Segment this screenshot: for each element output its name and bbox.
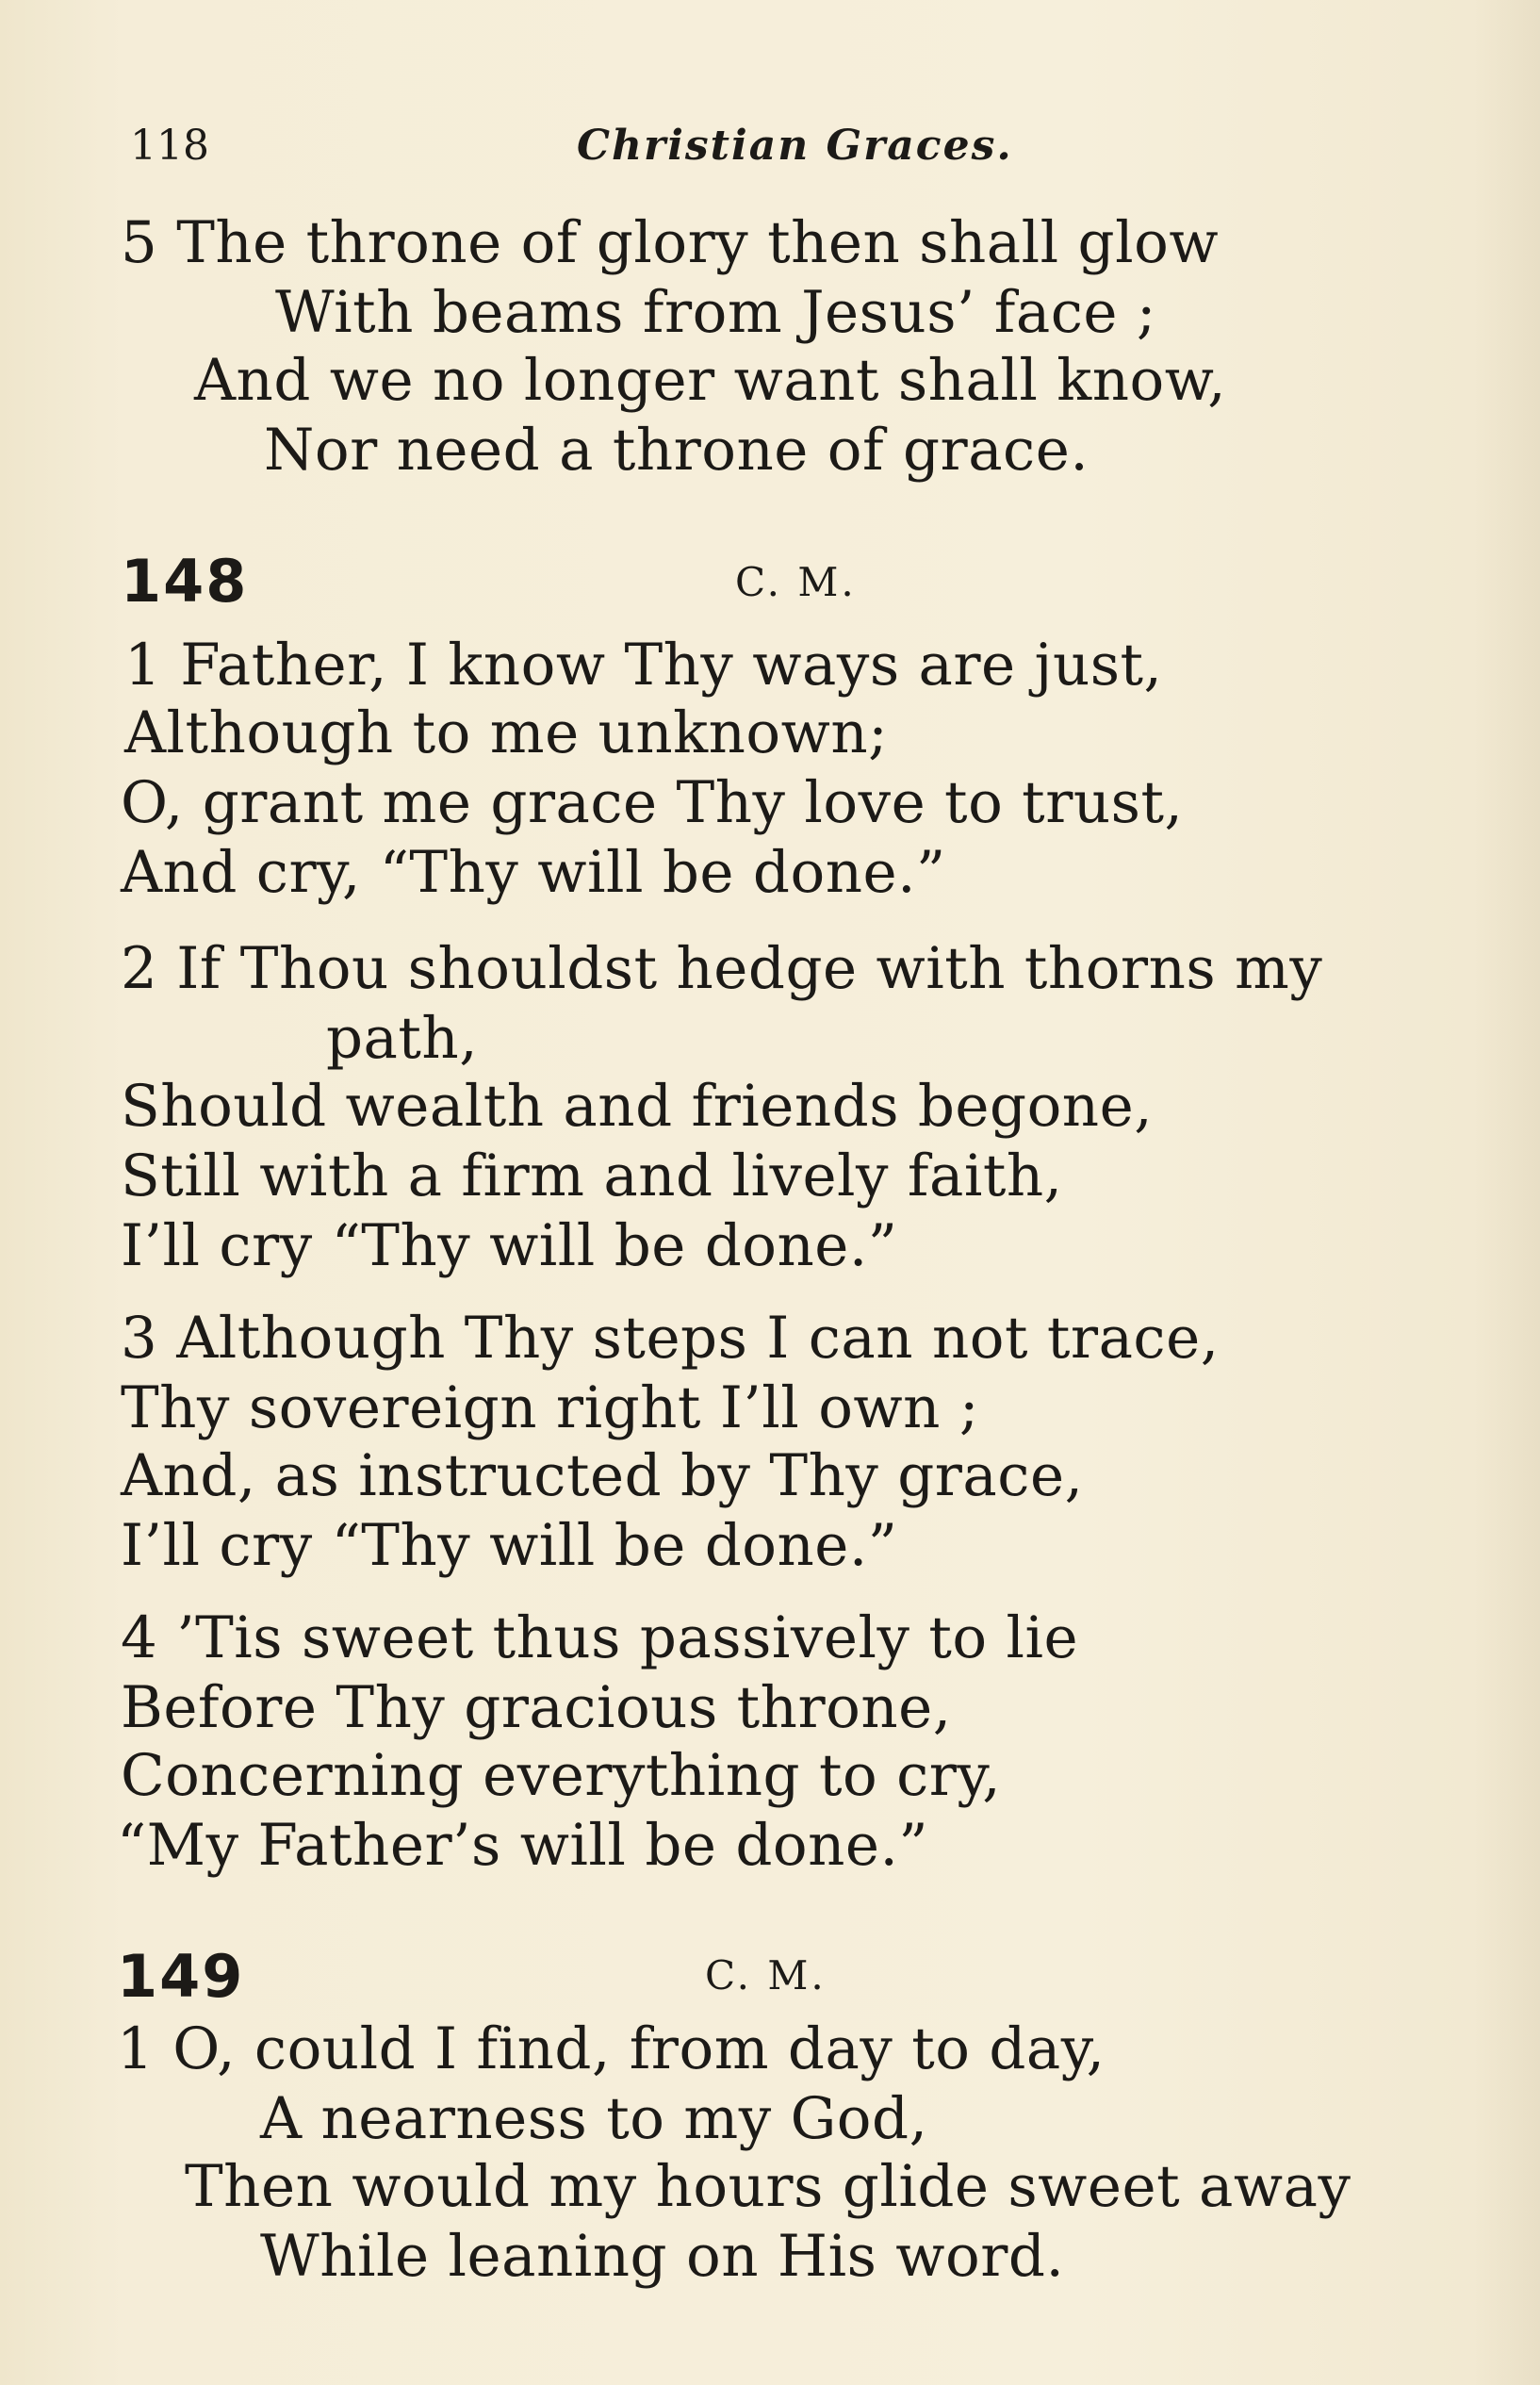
verse-line: 4 ’Tis sweet thus passively to lie	[121, 1604, 1079, 1671]
verse-line: 5 The throne of glory then shall glow	[121, 209, 1220, 276]
verse-line: Then would my hours glide sweet away	[185, 2153, 1352, 2220]
verse-line: path,	[326, 1005, 479, 1072]
verse-line: Concerning everything to cry,	[121, 1742, 1002, 1809]
verse-line: Although to me unknown;	[124, 699, 889, 766]
page-number: 118	[130, 122, 209, 170]
running-title: Christian Graces.	[577, 122, 1013, 170]
verse-line: Thy sovereign right I’ll own ;	[121, 1374, 979, 1441]
hymn-meter: C. M.	[735, 559, 857, 605]
verse-line: And we no longer want shall know,	[194, 347, 1227, 414]
verse-line: 3 Although Thy steps I can not trace,	[121, 1305, 1220, 1372]
verse-line: With beams from Jesus’ face ;	[275, 279, 1156, 346]
verse-line: 2 If Thou shouldst hedge with thorns my	[121, 935, 1323, 1002]
verse-line: Before Thy gracious throne,	[121, 1674, 952, 1741]
verse-line: Still with a firm and lively faith,	[121, 1143, 1063, 1209]
hymn-number: 148	[121, 547, 249, 616]
verse-line: And cry, “Thy will be done.”	[121, 839, 946, 906]
verse-line: I’ll cry “Thy will be done.”	[121, 1512, 898, 1579]
verse-line: O, grant me grace Thy love to trust,	[121, 769, 1184, 836]
verse-line: And, as instructed by Thy grace,	[121, 1442, 1084, 1509]
verse-line: A nearness to my God,	[260, 2085, 928, 2152]
verse-line: While leaning on His word.	[260, 2223, 1065, 2290]
verse-line: “My Father’s will be done.”	[117, 1812, 929, 1879]
verse-line: Nor need a throne of grace.	[264, 417, 1089, 484]
verse-line: 1 O, could I find, from day to day,	[117, 2015, 1106, 2082]
verse-line: Should wealth and friends begone,	[121, 1073, 1154, 1140]
verse-line: I’ll cry “Thy will be done.”	[121, 1212, 898, 1279]
hymn-number: 149	[117, 1942, 245, 2011]
hymn-meter: C. M.	[705, 1952, 827, 1998]
verse-line: 1 Father, I know Thy ways are just,	[124, 632, 1163, 699]
